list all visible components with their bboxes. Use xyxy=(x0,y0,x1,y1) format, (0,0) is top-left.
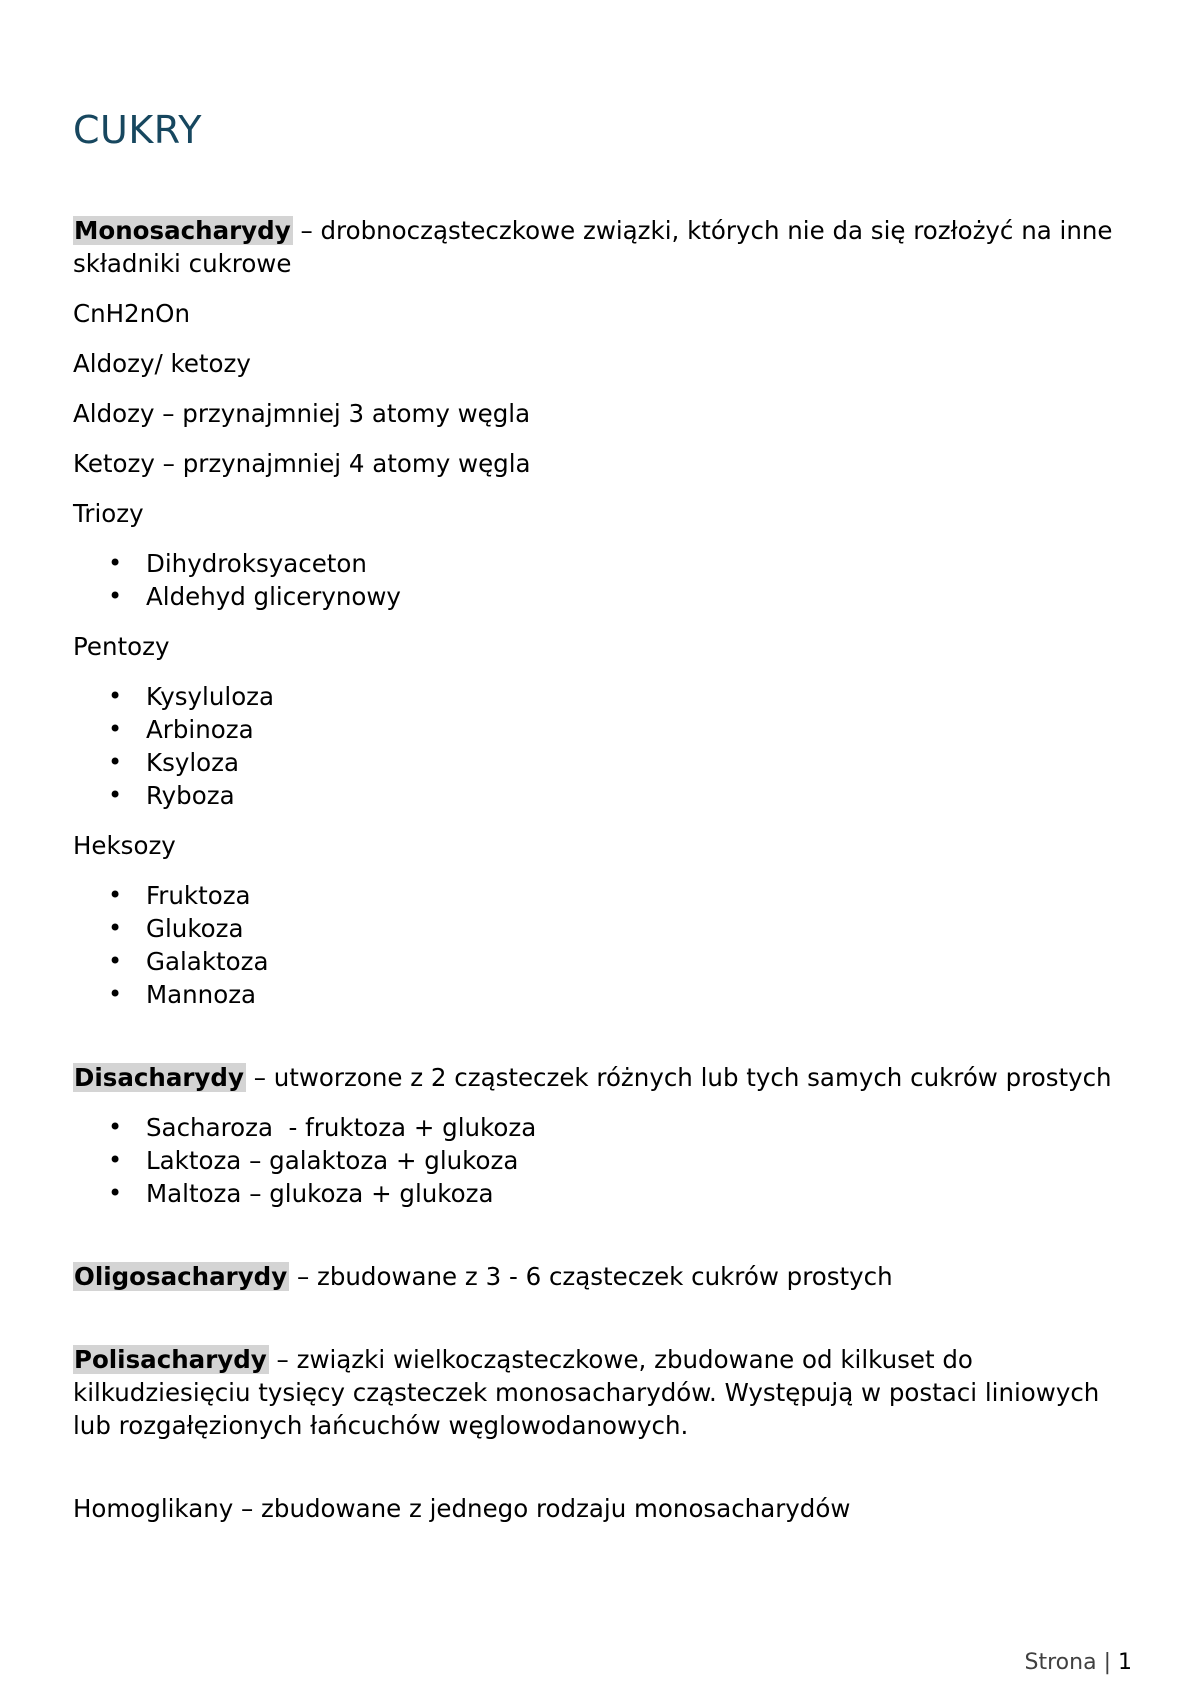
list-item: • Sacharoza - fruktoza + glukoza xyxy=(146,1111,1133,1144)
footer-separator: | xyxy=(1103,1650,1111,1675)
ketozy-line: Ketozy – przynajmniej 4 atomy węgla xyxy=(73,449,531,478)
list-item: • Kysyluloza xyxy=(146,680,1133,713)
list-item: • Dihydroksyaceton xyxy=(146,547,1133,580)
oligosaccharides-definition xyxy=(73,1260,1133,1293)
spacer xyxy=(73,1310,1133,1343)
spacer xyxy=(73,1028,1133,1061)
list-item: • Maltoza – glukoza + glukoza xyxy=(146,1177,1133,1210)
aldozy-line: Aldozy – przynajmniej 3 atomy węgla xyxy=(73,399,531,428)
definition-text: – związki wielkocząsteczkowe, zbudowane od kilkuset do kilkudziesięciu tysięcy cząsteczek monosacharydów. Występują w postaci liniowych lub rozgałęzionych łańcuchów węglowodanowych. xyxy=(73,1345,1100,1440)
footer-label: Strona xyxy=(1024,1650,1097,1675)
heksozy-list xyxy=(73,879,1133,1011)
disaccharides-definition xyxy=(73,1061,1133,1094)
term-monosacharydy: Monosacharydy xyxy=(74,216,291,245)
types-line: Aldozy/ ketozy xyxy=(73,349,251,378)
list-item: • Mannoza xyxy=(146,978,1133,1011)
definition-text: – drobnocząsteczkowe związki, których nie da się rozłożyć na inne składniki cukrowe xyxy=(73,216,1113,278)
term-oligosacharydy: Oligosacharydy xyxy=(74,1262,288,1291)
triozy-list xyxy=(73,547,1133,613)
polysaccharides-definition xyxy=(73,1343,1133,1442)
homoglikany-line: Homoglikany – zbudowane z jednego rodzaju monosacharydów xyxy=(73,1494,851,1523)
list-item: • Galaktoza xyxy=(146,945,1133,978)
list-item: • Laktoza – galaktoza + glukoza xyxy=(146,1144,1133,1177)
monosaccharides-definition xyxy=(73,214,1133,280)
pentozy-label: Pentozy xyxy=(73,632,170,661)
list-item: • Ryboza xyxy=(146,779,1133,812)
list-item: • Glukoza xyxy=(146,912,1133,945)
page-number: 1 xyxy=(1118,1650,1132,1675)
page-title: CUKRY xyxy=(73,108,202,152)
document-body xyxy=(73,214,1133,1542)
page-footer xyxy=(1025,1650,1132,1675)
list-item: • Ksyloza xyxy=(146,746,1133,779)
list-item: • Arbinoza xyxy=(146,713,1133,746)
pentozy-list xyxy=(73,680,1133,812)
disaccharides-list xyxy=(73,1111,1133,1210)
formula-line: CnH2nOn xyxy=(73,299,190,328)
list-item: • Fruktoza xyxy=(146,879,1133,912)
spacer xyxy=(73,1459,1133,1492)
term-polisacharydy: Polisacharydy xyxy=(74,1345,267,1374)
list-item: • Aldehyd glicerynowy xyxy=(146,580,1133,613)
spacer xyxy=(73,1227,1133,1260)
term-disacharydy: Disacharydy xyxy=(74,1063,244,1092)
definition-text: – utworzone z 2 cząsteczek różnych lub tych samych cukrów prostych xyxy=(245,1063,1112,1092)
heksozy-label: Heksozy xyxy=(73,831,176,860)
definition-text: – zbudowane z 3 - 6 cząsteczek cukrów prostych xyxy=(289,1262,893,1291)
triozy-label: Triozy xyxy=(73,499,144,528)
